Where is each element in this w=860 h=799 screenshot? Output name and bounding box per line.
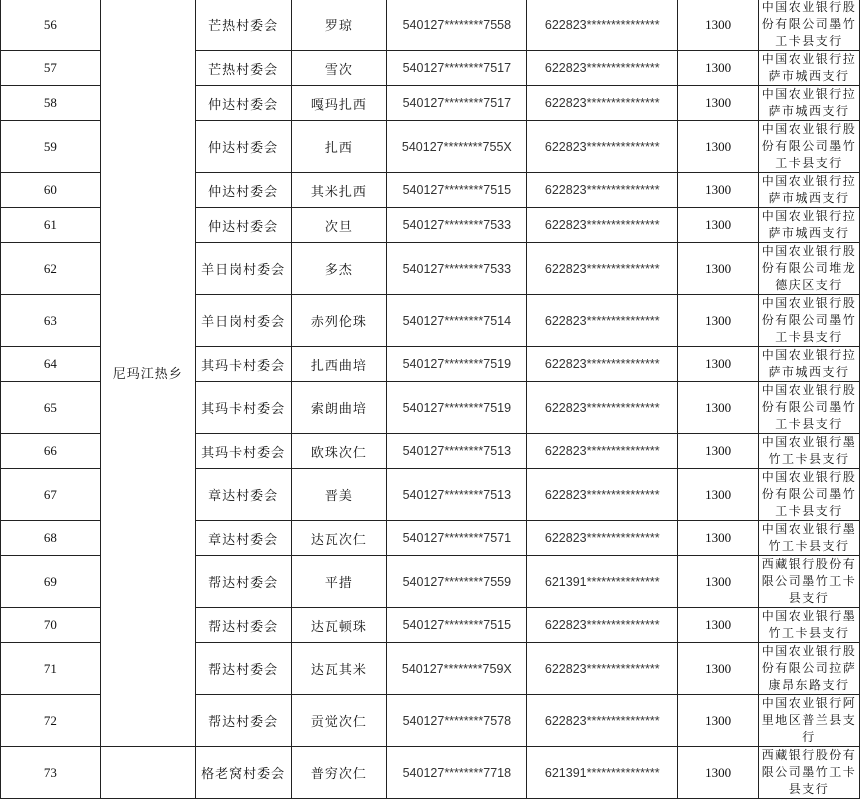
id-number-cell: 540127********759X (387, 643, 527, 695)
village-committee-cell: 帮达村委会 (195, 556, 291, 608)
township-cell: 尼玛江热乡 (100, 0, 195, 747)
row-number-cell: 65 (1, 382, 101, 434)
village-committee-cell: 仲达村委会 (195, 173, 291, 208)
row-number-cell: 67 (1, 469, 101, 521)
bank-branch-cell: 中国农业银行股份有限公司墨竹工卡县支行 (759, 0, 860, 51)
recipient-name-cell: 普穷次仁 (291, 747, 387, 799)
recipient-name-cell: 嘎玛扎西 (291, 86, 387, 121)
row-number-cell: 60 (1, 173, 101, 208)
recipient-name-cell: 欧珠次仁 (291, 434, 387, 469)
amount-cell: 1300 (678, 608, 759, 643)
id-number-cell: 540127********7519 (387, 347, 527, 382)
id-number-cell: 540127********7571 (387, 521, 527, 556)
amount-cell: 1300 (678, 173, 759, 208)
row-number-cell: 66 (1, 434, 101, 469)
village-committee-cell: 仲达村委会 (195, 86, 291, 121)
recipient-name-cell: 晋美 (291, 469, 387, 521)
id-number-cell: 540127********7519 (387, 382, 527, 434)
bank-card-cell: 622823*************** (527, 121, 678, 173)
recipient-name-cell: 索朗曲培 (291, 382, 387, 434)
bank-card-cell: 622823*************** (527, 208, 678, 243)
bank-card-cell: 622823*************** (527, 86, 678, 121)
amount-cell: 1300 (678, 51, 759, 86)
recipient-name-cell: 罗琼 (291, 0, 387, 51)
village-committee-cell: 仲达村委会 (195, 121, 291, 173)
village-committee-cell: 羊日岗村委会 (195, 243, 291, 295)
village-committee-cell: 仲达村委会 (195, 208, 291, 243)
row-number-cell: 69 (1, 556, 101, 608)
bank-card-cell: 622823*************** (527, 382, 678, 434)
amount-cell: 1300 (678, 434, 759, 469)
village-committee-cell: 其玛卡村委会 (195, 434, 291, 469)
amount-cell: 1300 (678, 469, 759, 521)
id-number-cell: 540127********7517 (387, 51, 527, 86)
id-number-cell: 540127********7578 (387, 695, 527, 747)
amount-cell: 1300 (678, 86, 759, 121)
recipient-name-cell: 达瓦顿珠 (291, 608, 387, 643)
recipient-name-cell: 次旦 (291, 208, 387, 243)
bank-card-cell: 622823*************** (527, 243, 678, 295)
bank-branch-cell: 中国农业银行拉萨市城西支行 (759, 51, 860, 86)
row-number-cell: 59 (1, 121, 101, 173)
bank-branch-cell: 中国农业银行拉萨市城西支行 (759, 86, 860, 121)
bank-branch-cell: 中国农业银行股份有限公司墨竹工卡县支行 (759, 295, 860, 347)
village-committee-cell: 格老窝村委会 (195, 747, 291, 799)
id-number-cell: 540127********7533 (387, 208, 527, 243)
id-number-cell: 540127********7559 (387, 556, 527, 608)
amount-cell: 1300 (678, 556, 759, 608)
bank-card-cell: 622823*************** (527, 434, 678, 469)
amount-cell: 1300 (678, 208, 759, 243)
township-cell-empty (100, 747, 195, 799)
recipient-name-cell: 赤列伦珠 (291, 295, 387, 347)
recipient-name-cell: 贡觉次仁 (291, 695, 387, 747)
row-number-cell: 73 (1, 747, 101, 799)
amount-cell: 1300 (678, 295, 759, 347)
amount-cell: 1300 (678, 0, 759, 51)
amount-cell: 1300 (678, 121, 759, 173)
amount-cell: 1300 (678, 747, 759, 799)
table-row (1, 747, 860, 799)
row-number-cell: 58 (1, 86, 101, 121)
village-committee-cell: 章达村委会 (195, 469, 291, 521)
row-number-cell: 63 (1, 295, 101, 347)
bank-branch-cell: 西藏银行股份有限公司墨竹工卡县支行 (759, 556, 860, 608)
bank-branch-cell: 中国农业银行墨竹工卡县支行 (759, 608, 860, 643)
bank-branch-cell: 中国农业银行阿里地区普兰县支行 (759, 695, 860, 747)
bank-card-cell: 622823*************** (527, 295, 678, 347)
table-row (1, 0, 860, 51)
recipient-name-cell: 其米扎西 (291, 173, 387, 208)
bank-branch-cell: 中国农业银行股份有限公司拉萨康昂东路支行 (759, 643, 860, 695)
bank-branch-cell: 中国农业银行拉萨市城西支行 (759, 173, 860, 208)
amount-cell: 1300 (678, 521, 759, 556)
village-committee-cell: 帮达村委会 (195, 608, 291, 643)
bank-card-cell: 622823*************** (527, 643, 678, 695)
village-committee-cell: 帮达村委会 (195, 695, 291, 747)
recipient-name-cell: 平措 (291, 556, 387, 608)
row-number-cell: 72 (1, 695, 101, 747)
amount-cell: 1300 (678, 347, 759, 382)
id-number-cell: 540127********7514 (387, 295, 527, 347)
bank-card-cell: 622823*************** (527, 695, 678, 747)
id-number-cell: 540127********7558 (387, 0, 527, 51)
recipient-name-cell: 达瓦次仁 (291, 521, 387, 556)
village-committee-cell: 其玛卡村委会 (195, 382, 291, 434)
row-number-cell: 61 (1, 208, 101, 243)
village-committee-cell: 芒热村委会 (195, 51, 291, 86)
bank-branch-cell: 中国农业银行拉萨市城西支行 (759, 208, 860, 243)
id-number-cell: 540127********7515 (387, 608, 527, 643)
row-number-cell: 64 (1, 347, 101, 382)
recipient-name-cell: 扎西 (291, 121, 387, 173)
bank-branch-cell: 西藏银行股份有限公司墨竹工卡县支行 (759, 747, 860, 799)
id-number-cell: 540127********7515 (387, 173, 527, 208)
amount-cell: 1300 (678, 643, 759, 695)
bank-branch-cell: 中国农业银行股份有限公司墨竹工卡县支行 (759, 382, 860, 434)
amount-cell: 1300 (678, 382, 759, 434)
bank-card-cell: 622823*************** (527, 347, 678, 382)
amount-cell: 1300 (678, 243, 759, 295)
bank-branch-cell: 中国农业银行股份有限公司墨竹工卡县支行 (759, 121, 860, 173)
roster-body (1, 0, 860, 799)
bank-card-cell: 622823*************** (527, 0, 678, 51)
bank-card-cell: 621391*************** (527, 556, 678, 608)
recipient-name-cell: 达瓦其米 (291, 643, 387, 695)
bank-card-cell: 622823*************** (527, 173, 678, 208)
bank-branch-cell: 中国农业银行股份有限公司堆龙德庆区支行 (759, 243, 860, 295)
bank-branch-cell: 中国农业银行股份有限公司墨竹工卡县支行 (759, 469, 860, 521)
id-number-cell: 540127********7513 (387, 469, 527, 521)
village-committee-cell: 章达村委会 (195, 521, 291, 556)
recipient-name-cell: 多杰 (291, 243, 387, 295)
village-committee-cell: 其玛卡村委会 (195, 347, 291, 382)
bank-card-cell: 622823*************** (527, 51, 678, 86)
bank-card-cell: 622823*************** (527, 608, 678, 643)
bank-branch-cell: 中国农业银行墨竹工卡县支行 (759, 434, 860, 469)
id-number-cell: 540127********7517 (387, 86, 527, 121)
village-committee-cell: 帮达村委会 (195, 643, 291, 695)
row-number-cell: 70 (1, 608, 101, 643)
row-number-cell: 68 (1, 521, 101, 556)
bank-card-cell: 622823*************** (527, 469, 678, 521)
bank-branch-cell: 中国农业银行拉萨市城西支行 (759, 347, 860, 382)
amount-cell: 1300 (678, 695, 759, 747)
row-number-cell: 56 (1, 0, 101, 51)
bank-branch-cell: 中国农业银行墨竹工卡县支行 (759, 521, 860, 556)
row-number-cell: 62 (1, 243, 101, 295)
id-number-cell: 540127********7533 (387, 243, 527, 295)
bank-card-cell: 622823*************** (527, 521, 678, 556)
row-number-cell: 71 (1, 643, 101, 695)
bank-card-cell: 621391*************** (527, 747, 678, 799)
village-committee-cell: 羊日岗村委会 (195, 295, 291, 347)
id-number-cell: 540127********7513 (387, 434, 527, 469)
id-number-cell: 540127********755X (387, 121, 527, 173)
row-number-cell: 57 (1, 51, 101, 86)
recipient-name-cell: 雪次 (291, 51, 387, 86)
recipient-name-cell: 扎西曲培 (291, 347, 387, 382)
id-number-cell: 540127********7718 (387, 747, 527, 799)
village-committee-cell: 芒热村委会 (195, 0, 291, 51)
